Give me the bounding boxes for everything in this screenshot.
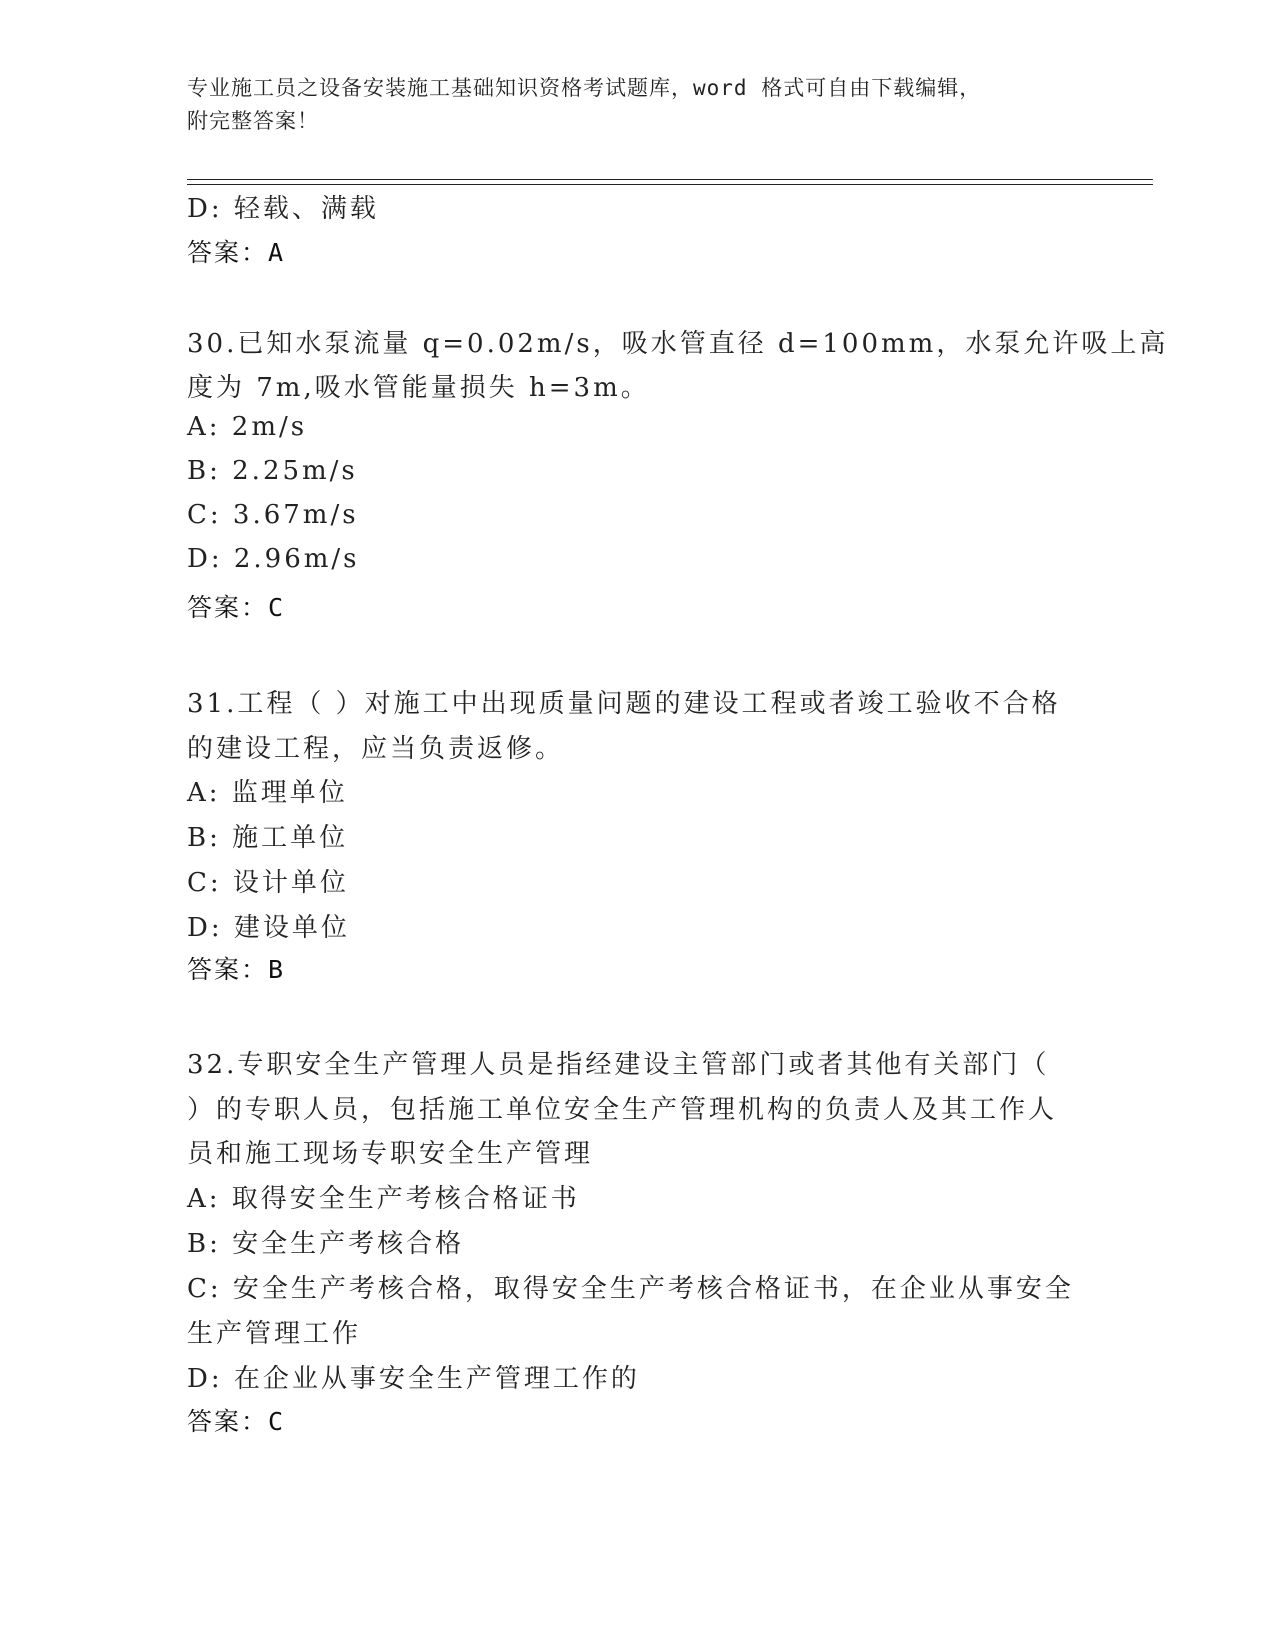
- question-31-option-d: D: 建设单位: [187, 913, 350, 943]
- question-32-option-a: A: 取得安全生产考核合格证书: [187, 1184, 580, 1214]
- question-32-answer: 答案：C: [187, 1407, 286, 1436]
- question-30-stem-2: 度为 7m,吸水管能量损失 h=3m。: [187, 373, 650, 403]
- question-31-option-a: A: 监理单位: [187, 778, 348, 808]
- header-divider-top: [187, 179, 1153, 180]
- option-d-continued: D: 轻载、满载: [187, 194, 379, 224]
- document-header: [187, 72, 1087, 138]
- question-32-option-c-cont: 生产管理工作: [187, 1319, 362, 1349]
- question-31-answer: 答案：B: [187, 955, 286, 984]
- question-30-option-b: B: 2.25m/s: [187, 456, 358, 486]
- question-32-option-c: C: 安全生产考核合格，取得安全生产考核合格证书，在企业从事安全: [187, 1274, 1074, 1304]
- question-30-option-d: D: 2.96m/s: [187, 544, 360, 574]
- question-31-option-b: B: 施工单位: [187, 823, 349, 853]
- question-30-answer: 答案：C: [187, 593, 286, 622]
- question-32-option-d: D: 在企业从事安全生产管理工作的: [187, 1364, 640, 1394]
- header-divider-bottom: [187, 184, 1153, 185]
- question-32-option-b: B: 安全生产考核合格: [187, 1229, 465, 1259]
- question-32-stem-2: ）的专职人员，包括施工单位安全生产管理机构的负责人及其工作人: [187, 1095, 1058, 1125]
- question-32-stem-1: 32.专职安全生产管理人员是指经建设主管部门或者其他有关部门（: [187, 1050, 1050, 1080]
- question-31-stem-1: 31.工程（ ）对施工中出现质量问题的建设工程或者竣工验收不合格: [187, 689, 1061, 719]
- question-31-option-c: C: 设计单位: [187, 868, 349, 898]
- question-30-option-a: A: 2m/s: [187, 412, 308, 442]
- question-30-stem-1: 30.已知水泵流量 q=0.02m/s，吸水管直径 d=100mm，水泵允许吸上高: [187, 329, 1169, 359]
- question-32-stem-3: 员和施工现场专职安全生产管理: [187, 1139, 594, 1169]
- header-line-1: 专业施工员之设备安装施工基础知识资格考试题库，word 格式可自由下载编辑，: [187, 76, 982, 100]
- answer-continued: 答案：A: [187, 238, 286, 267]
- question-30-option-c: C: 3.67m/s: [187, 500, 359, 530]
- header-line-2: 附完整答案！: [187, 109, 319, 133]
- question-31-stem-2: 的建设工程，应当负责返修。: [187, 734, 565, 764]
